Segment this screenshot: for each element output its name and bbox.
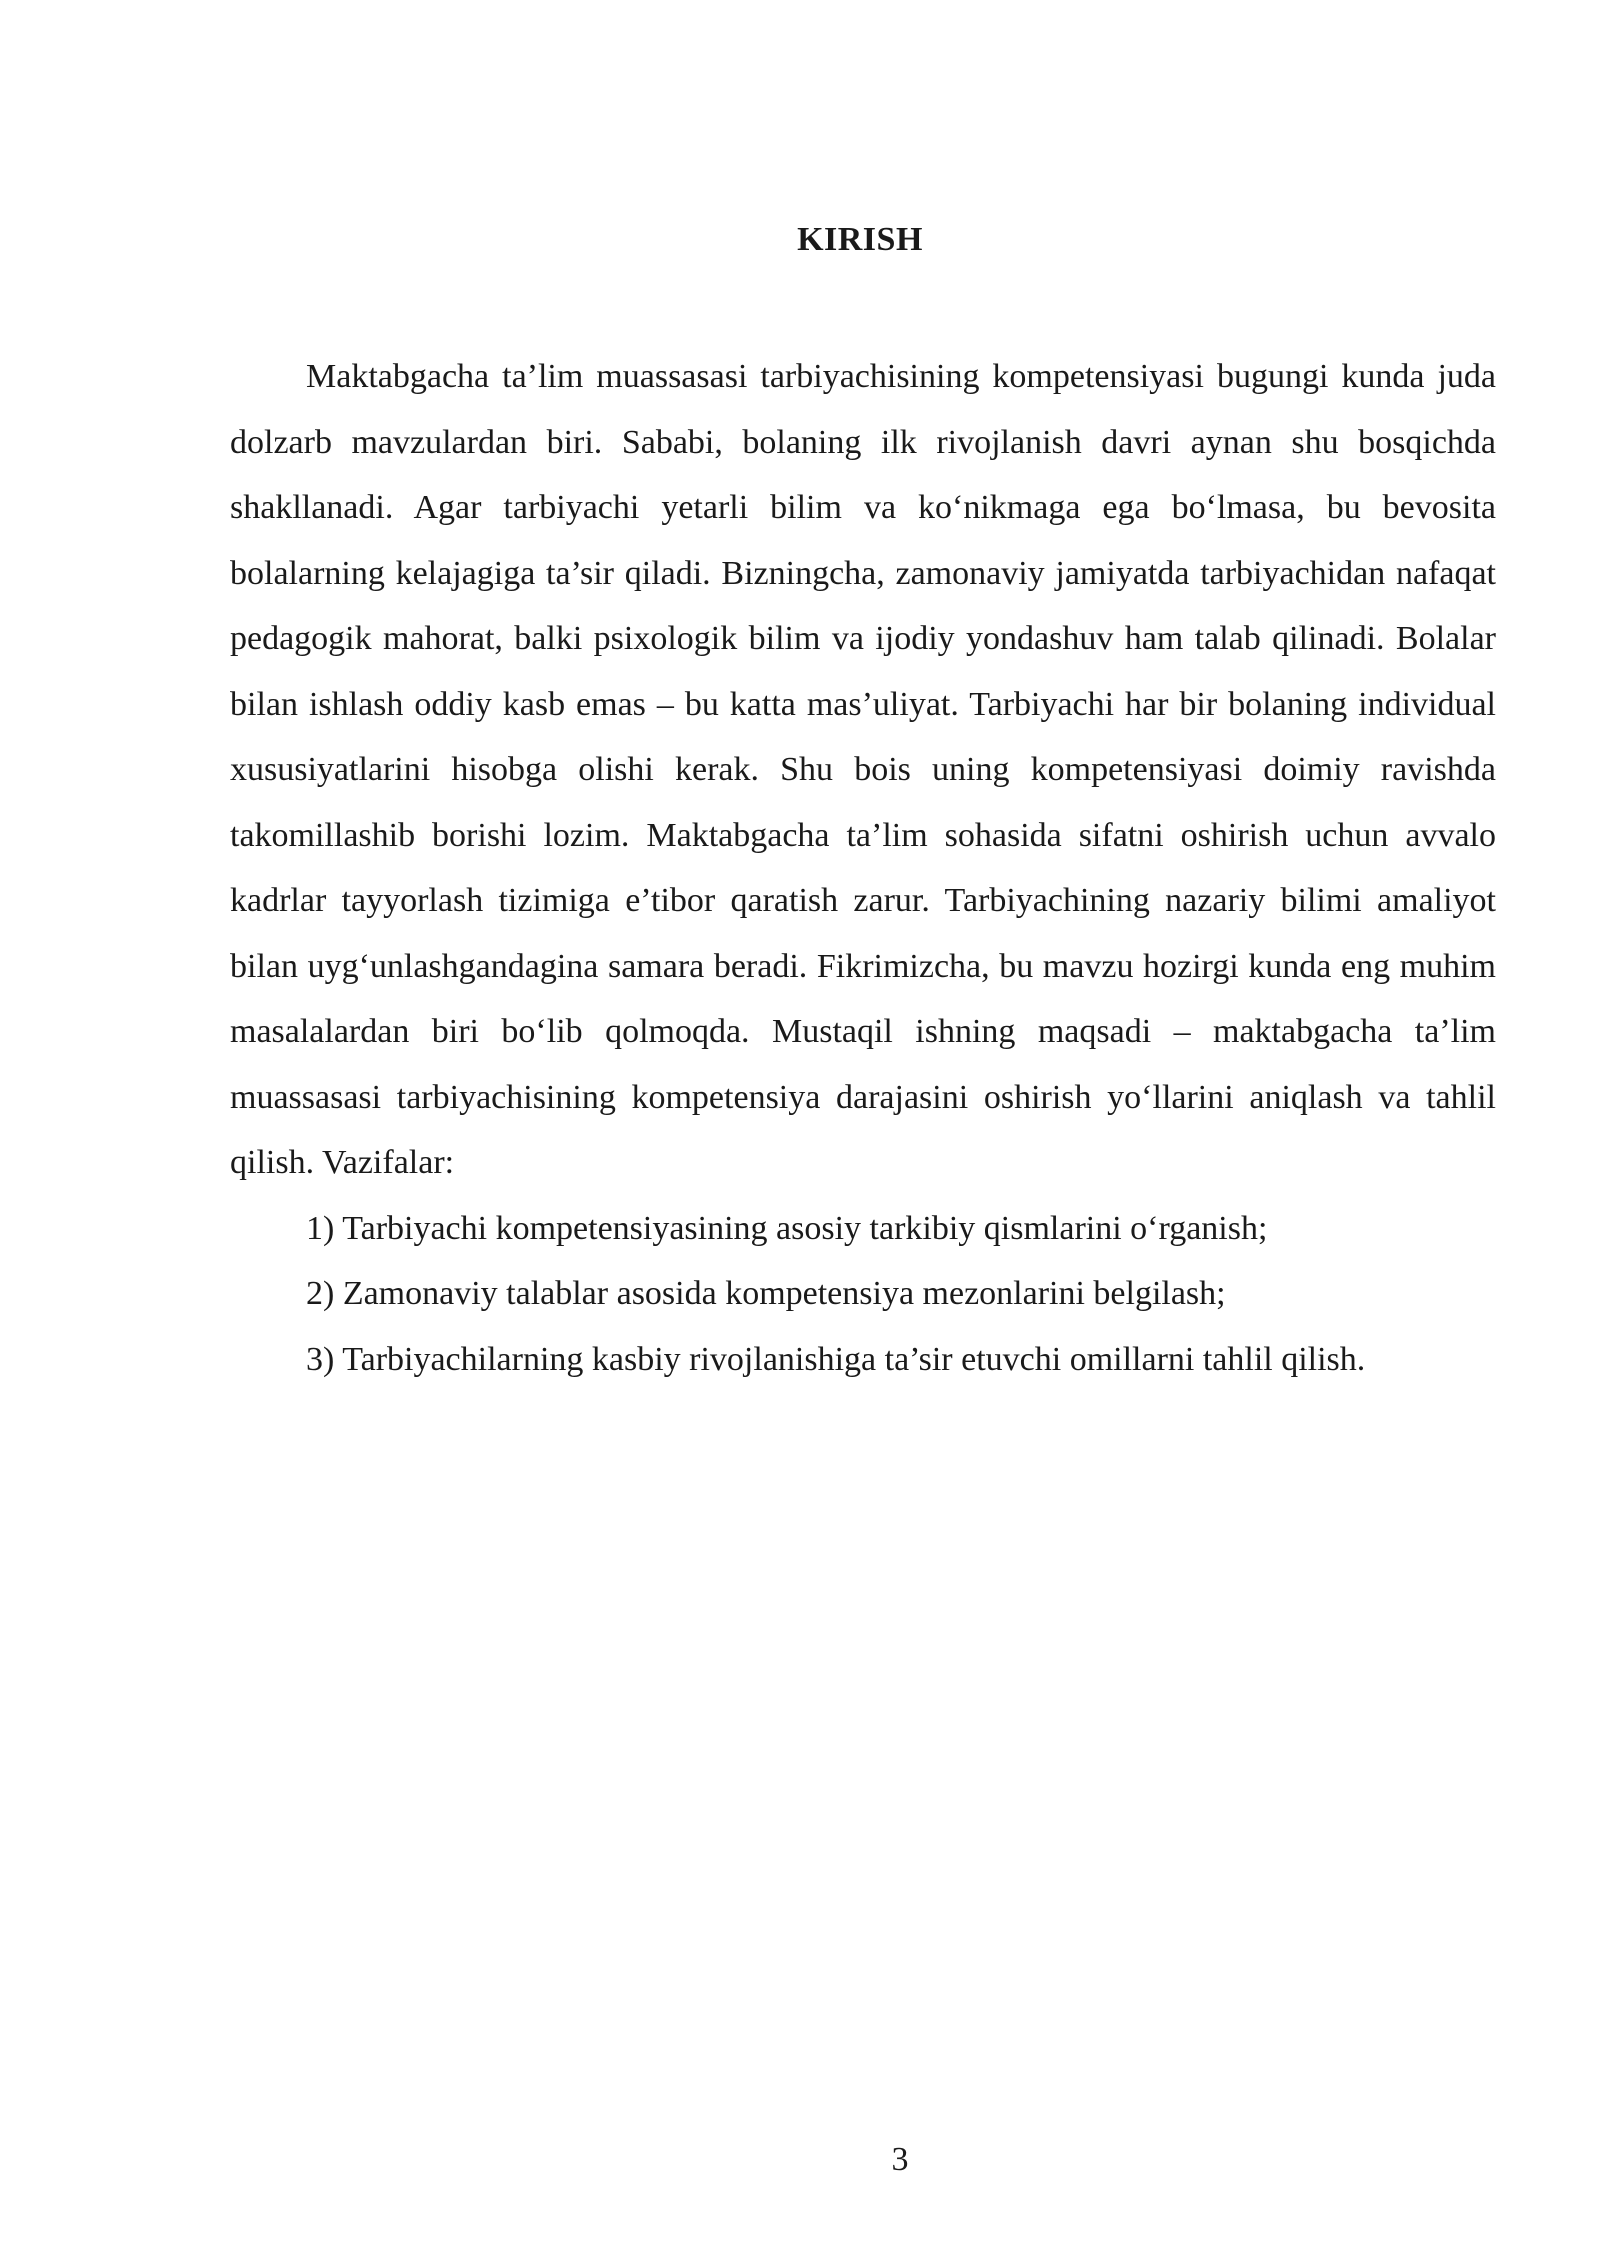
task-item: 2) Zamonaviy talablar asosida kompetensiya mezonlarini belgilash; [306, 1275, 1226, 1312]
page-title: KIRISH [797, 221, 923, 258]
task-item: 3) Tarbiyachilarning kasbiy rivojlanishiga ta’sir etuvchi omillarni tahlil qilish. [306, 1340, 1366, 1378]
task-item: 1) Tarbiyachi kompetensiyasining asosiy tarkibiy qismlarini o‘rganish; [306, 1209, 1268, 1247]
intro-paragraph: Maktabgacha ta’lim muassasasi tarbiyachisining kompetensiyasi bugungi kunda juda dolzarb mavzulardan biri. Sababi, bolaning ilk rivojlanish davri aynan shu bosqichda shakllanadi. Agar tarbiyachi yetarli bilim va ko‘nikmaga ega bo‘lmasa, bu bevosita bolalarning kelajagiga ta’sir qiladi. Bizningcha, zamonaviy jamiyatda tarbiyachidan nafaqat pedagogik mahorat, balki psixologik bilim va ijodiy yondashuv ham talab qilinadi. Bolalar bilan ishlash oddiy kasb emas – bu katta mas’uliyat. Tarbiyachi har bir bolaning individual xususiyatlarini hisobga olishi kerak. Shu bois uning kompetensiyasi doimiy ravishda takomillashib borishi lozim. Maktabgacha ta’lim sohasida sifatni oshirish uchun avvalo kadrlar tayyorlash tizimiga e’tibor qaratish zarur. Tarbiyachining nazariy bilimi amaliyot bilan uyg‘unlashgandagina samara beradi. Fikrimizcha, bu mavzu hozirgi kunda eng muhim masalalardan biri bo‘lib qolmoqda. Mustaqil ishning maqsadi – maktabgacha ta’lim muassasasi tarbiyachisining kompetensiya darajasini oshirish yo‘llarini aniqlash va tahlil qilish. Vazifalar: [230, 358, 1496, 1181]
page-number: 3 [891, 2141, 909, 2178]
body-text [230, 344, 1496, 1392]
task-list [230, 1196, 1496, 1393]
